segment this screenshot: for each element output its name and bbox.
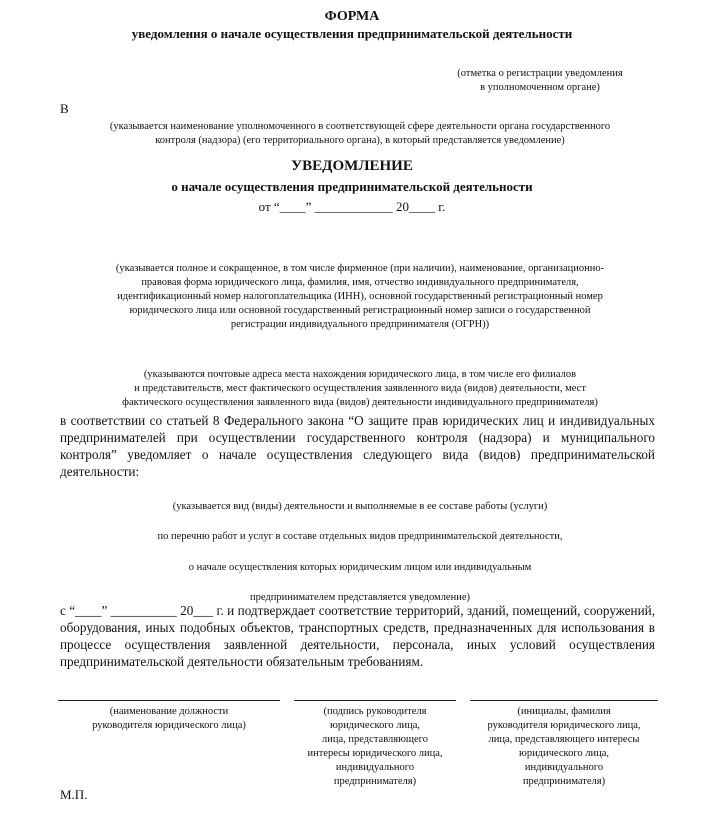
signature-note-line3: лица, представляющего: [322, 734, 428, 745]
registration-note-line1: (отметка о регистрации уведомления: [457, 68, 623, 79]
initials-line: [470, 700, 658, 701]
initials-note-line2: руководителя юридического лица,: [487, 720, 641, 731]
position-line: [58, 700, 280, 701]
activity-note-line3: о начале осуществления которых юридическим лицом или индивидуальным: [188, 562, 532, 573]
activity-note-line4: предпринимателем представляется уведомление): [250, 592, 470, 603]
notice-date-line: от “____” ____________ 20____ г.: [258, 199, 446, 214]
initials-note-line3: лица, представляющего интересы: [488, 734, 640, 745]
address-note-line3: фактического осуществления заявленного вида (видов) деятельности индивидуального предпринимателя): [122, 397, 598, 408]
signature-note-line6: предпринимателя): [333, 776, 417, 787]
activity-note-line1: (указывается вид (виды) деятельности и выполняемые в ее составе работы (услуги): [172, 501, 548, 512]
addressee-note-line2: контроля (надзора) (его территориального органа), в который представляется уведомление): [155, 135, 565, 146]
stamp-label: М.П.: [60, 787, 88, 802]
addressee-note-line1: (указывается наименование уполномоченного в соответствующей сфере деятельности органа государственного: [109, 121, 611, 132]
confirmation-paragraph: с “____” __________ 20___ г. и подтверждает соответствие территорий, зданий, помещений, сооружений, оборудования, иных подобных объектов, транспортных средств, предназначенных для использования в процессе осуществления заявленной деятельности, персонала, иных условий осуществления предпринимательской деятельности обязательным требованиям.: [60, 603, 655, 669]
initials-note-line1: (инициалы, фамилия: [517, 706, 611, 717]
form-title: ФОРМА: [324, 9, 380, 24]
notice-subtitle: о начале осуществления предпринимательской деятельности: [171, 179, 533, 194]
addressee-prefix: В: [60, 101, 69, 116]
registration-note-line2: в уполномоченном органе): [480, 82, 600, 93]
notice-title: УВЕДОМЛЕНИЕ: [291, 158, 413, 174]
position-note-line1: (наименование должности: [109, 706, 229, 717]
applicant-note-line1: (указывается полное и сокращенное, в том числе фирменное (при наличии), наименование, организационно-: [115, 263, 605, 274]
address-note-line1: (указываются почтовые адреса места нахождения юридического лица, в том числе его филиалов: [143, 369, 577, 380]
signature-note-line2: юридического лица,: [329, 720, 421, 731]
applicant-note-line2: правовая форма юридического лица, фамилия, имя, отчество индивидуального предпринимателя,: [141, 277, 579, 288]
applicant-note-line5: регистрации индивидуального предпринимателя (ОГРН)): [230, 319, 490, 330]
address-note-line2: и представительств, мест фактического осуществления заявленного вида (видов) деятельности, мест: [134, 383, 586, 394]
initials-note-line4: юридического лица,: [518, 748, 610, 759]
signature-note-line5: индивидуального: [335, 762, 415, 773]
applicant-note-line3: идентификационный номер налогоплательщика (ИНН), основной государственный регистрационный номер: [117, 291, 603, 302]
initials-note-line5: индивидуального: [524, 762, 604, 773]
form-subtitle: уведомления о начале осуществления предпринимательской деятельности: [131, 26, 573, 41]
initials-note-line6: предпринимателя): [522, 776, 606, 787]
body-paragraph: в соответствии со статьей 8 Федерального закона “О защите прав юридических лиц и индивидуальных предпринимателей при осуществлении государственного контроля (надзора) и муниципального контроля” уведомляет о начале осуществления следующего вида (видов) предпринимательской деятельности:: [60, 413, 655, 479]
signature-line: [294, 700, 456, 701]
activity-note-line2: по перечню работ и услуг в составе отдельных видов предпринимательской деятельности,: [157, 531, 563, 542]
signature-note-line4: интересы юридического лица,: [307, 748, 443, 759]
applicant-note-line4: юридического лица или основной государственный регистрационный номер записи о государственной: [129, 305, 591, 316]
signature-note-line1: (подпись руководителя: [323, 706, 427, 717]
position-note-line2: руководителя юридического лица): [92, 720, 246, 731]
